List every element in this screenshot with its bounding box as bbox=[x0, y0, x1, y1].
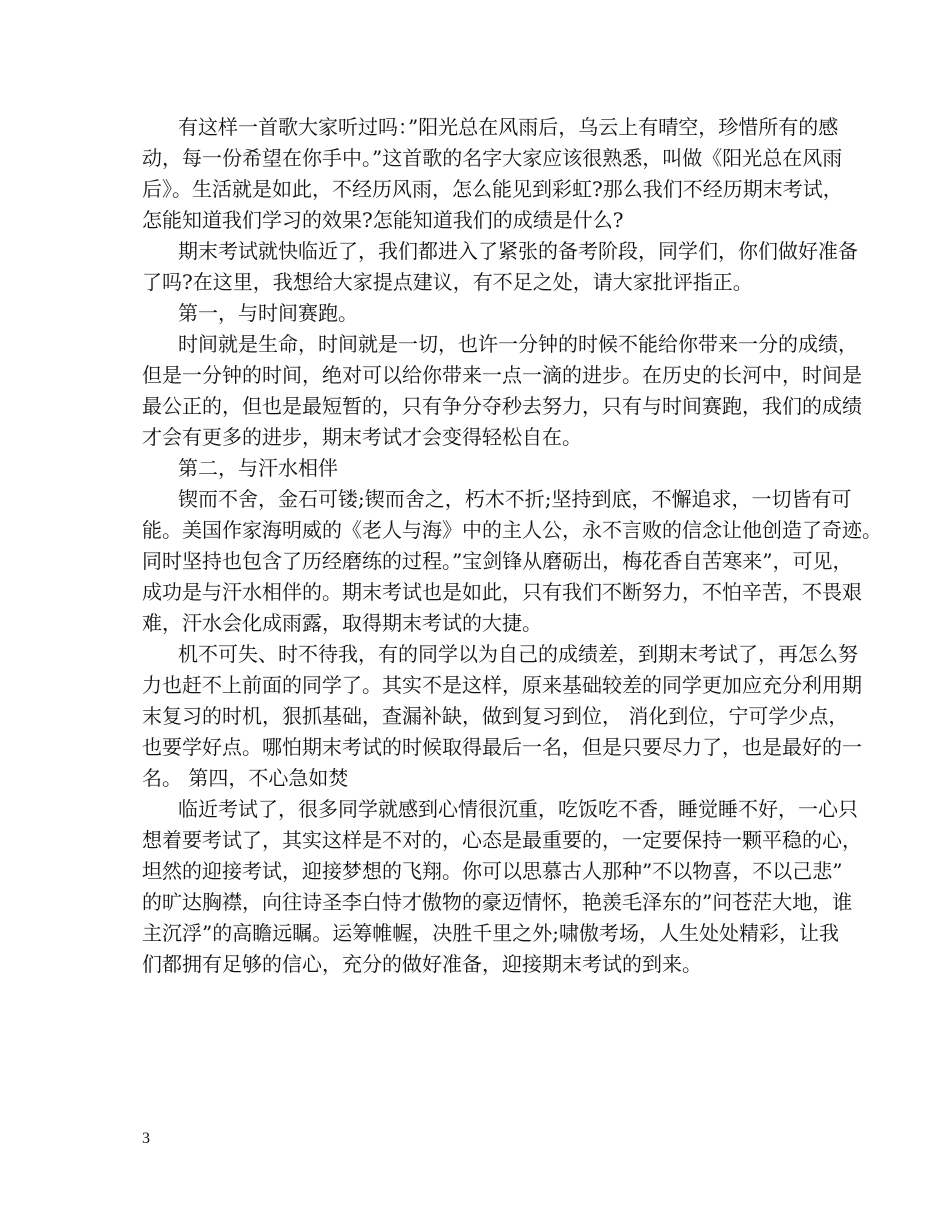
text-line: 但是一分钟的时间，绝对可以给你带来一点一滴的进步。在历史的长河中，时间是 bbox=[142, 363, 862, 387]
text-line: 时间就是生命，时间就是一切，也许一分钟的时候不能给你带来一分的成绩， bbox=[178, 332, 858, 356]
section-heading: 第二，与汗水相伴 bbox=[178, 456, 338, 480]
text-line: 们都拥有足够的信心，充分的做好准备，迎接期末考试的到来。 bbox=[142, 952, 702, 976]
text-line: 的旷达胸襟，向往诗圣李白恃才傲物的豪迈情怀，艳羡毛泽东的”问苍茫大地，谁 bbox=[142, 890, 853, 914]
text-line: 想着要考试了，其实这样是不对的，心态是最重要的，一定要保持一颗平稳的心， bbox=[142, 828, 862, 852]
text-line: 才会有更多的进步，期末考试才会变得轻松自在。 bbox=[142, 425, 582, 449]
text-line: 坦然的迎接考试，迎接梦想的飞翔。你可以思慕古人那种”不以物喜，不以己悲” bbox=[142, 859, 843, 883]
text-line: 动，每一份希望在你手中。”这首歌的名字大家应该很熟悉，叫做《阳光总在风雨 bbox=[142, 146, 843, 170]
text-line: 最公正的，但也是最短暂的，只有争分夺秒去努力，只有与时间赛跑，我们的成绩 bbox=[142, 394, 862, 418]
text-line: 后》。生活就是如此，不经历风雨，怎么能见到彩虹?那么我们不经历期末考试， bbox=[142, 177, 843, 201]
text-line: 同时坚持也包含了历经磨练的过程。”宝剑锋从磨砺出，梅花香自苦寒来”，可见， bbox=[142, 549, 853, 573]
text-line: 能。美国作家海明威的《老人与海》中的主人公，永不言败的信念让他创造了奇迹。 bbox=[142, 518, 882, 542]
text-line: 成功是与汗水相伴的。期末考试也是如此，只有我们不断努力，不怕辛苦，不畏艰 bbox=[142, 580, 862, 604]
text-line: 了吗?在这里，我想给大家提点建议，有不足之处，请大家批评指正。 bbox=[142, 270, 753, 294]
text-line: 锲而不舍，金石可镂;锲而舍之，朽木不折;坚持到底，不懈追求，一切皆有可 bbox=[178, 487, 852, 511]
document-body bbox=[142, 112, 882, 980]
text-line: 难，汗水会化成雨露，取得期末考试的大捷。 bbox=[142, 611, 542, 635]
text-line: 期末考试就快临近了，我们都进入了紧张的备考阶段，同学们，你们做好准备 bbox=[178, 239, 858, 263]
text-line: 名。 第四，不心急如焚 bbox=[142, 766, 349, 790]
text-line: 怎能知道我们学习的效果?怎能知道我们的成绩是什么? bbox=[142, 208, 624, 232]
text-line: 力也赶不上前面的同学了。其实不是这样，原来基础较差的同学更加应充分利用期 bbox=[142, 673, 862, 697]
page-number: 3 bbox=[142, 1130, 150, 1147]
text-line: 也要学好点。哪怕期末考试的时候取得最后一名，但是只要尽力了，也是最好的一 bbox=[142, 735, 862, 759]
text-line: 临近考试了，很多同学就感到心情很沉重，吃饭吃不香，睡觉睡不好，一心只 bbox=[178, 797, 858, 821]
text-line: 机不可失、时不待我，有的同学以为自己的成绩差，到期末考试了，再怎么努 bbox=[178, 642, 858, 666]
section-heading: 第一，与时间赛跑。 bbox=[178, 301, 358, 325]
text-line: 末复习的时机，狠抓基础，查漏补缺，做到复习到位， 消化到位，宁可学少点， bbox=[142, 704, 849, 728]
text-line: 主沉浮”的高瞻远瞩。运筹帷幄，决胜千里之外;啸傲考场，人生处处精彩，让我 bbox=[142, 921, 839, 945]
text-line: 有这样一首歌大家听过吗：”阳光总在风雨后，乌云上有晴空，珍惜所有的感 bbox=[178, 115, 839, 139]
